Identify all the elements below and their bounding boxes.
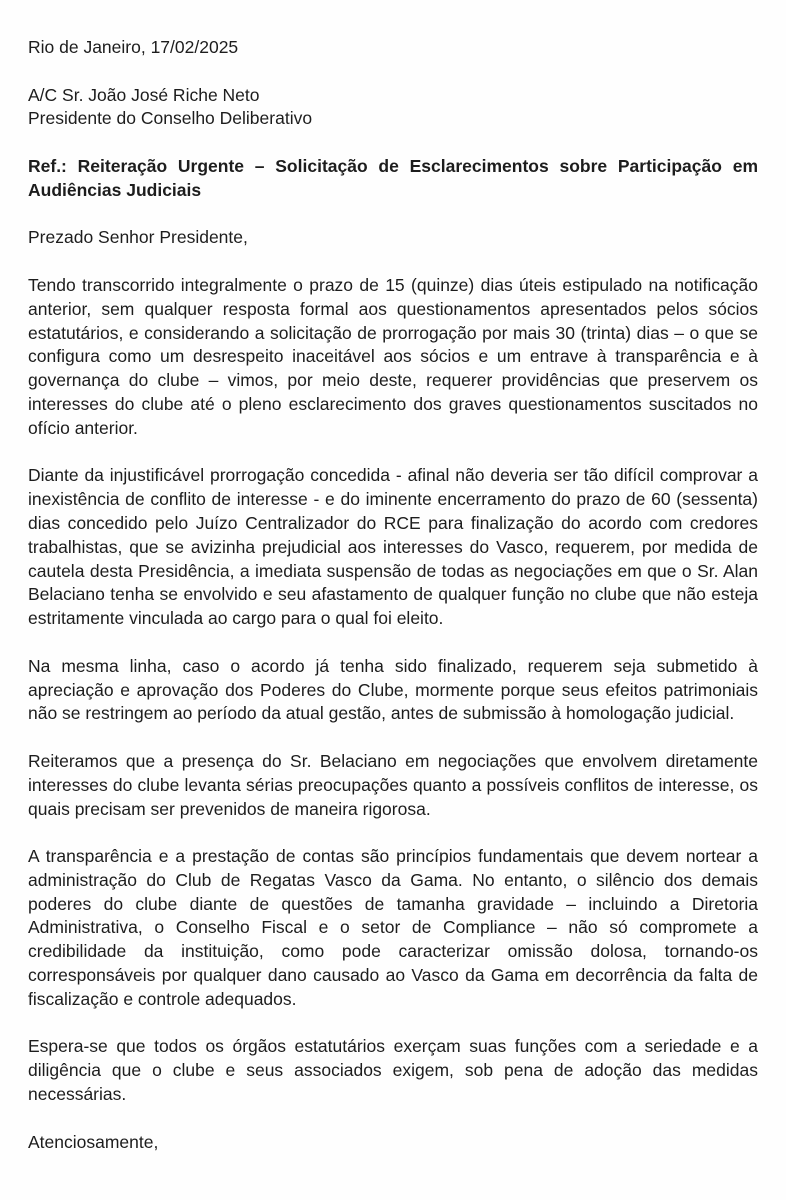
recipient-name: A/C Sr. João José Riche Neto bbox=[28, 84, 260, 105]
body-paragraph: Diante da injustificável prorrogação concedida - afinal não deveria ser tão difícil comprovar a inexistência de conflito de interesse - e do iminente encerramento do prazo de 60 (sessenta) dias concedido pelo Juízo Centralizador do RCE para finalização do acordo com credores trabalhistas, que se avizinha prejudicial aos interesses do Vasco, requerem, por medida de cautela desta Presidência, a imediata suspensão de todas as negociações em que o Sr. Alan Belaciano tenha se envolvido e seu afastamento de qualquer função no clube que não esteja estritamente vinculada ao cargo para o qual foi eleito. bbox=[28, 465, 758, 629]
subject-line: Ref.: Reiteração Urgente – Solicitação de Esclarecimentos sobre Participação em Audiências Judiciais bbox=[28, 155, 758, 200]
recipient-block bbox=[28, 84, 758, 132]
date-line: Rio de Janeiro, 17/02/2025 bbox=[28, 37, 239, 57]
body-paragraph: Espera-se que todos os órgãos estatutários exerçam suas funções com a seriedade e a diligência que o clube e seus associados exigem, sob pena de adoção das medidas necessárias. bbox=[28, 1036, 758, 1105]
body-paragraph: Na mesma linha, caso o acordo já tenha sido finalizado, requerem seja submetido à apreciação e aprovação dos Poderes do Clube, mormente porque seus efeitos patrimoniais não se restringem ao período da atual gestão, antes de submissão à homologação judicial. bbox=[28, 655, 758, 724]
salutation: Prezado Senhor Presidente, bbox=[28, 227, 248, 248]
closing: Atenciosamente, bbox=[28, 1131, 159, 1152]
body-paragraph: Tendo transcorrido integralmente o prazo de 15 (quinze) dias úteis estipulado na notificação anterior, sem qualquer resposta formal aos questionamentos apresentados pelos sócios estatutários, e considerando a solicitação de prorrogação por mais 30 (trinta) dias – o que se configura como um desrespeito inaceitável aos sócios e um entrave à transparência e à governança do clube – vimos, por meio deste, requerer providências que preservem os interesses do clube até o pleno esclarecimento dos graves questionamentos suscitados no ofício anterior. bbox=[28, 274, 758, 438]
body-paragraph: A transparência e a prestação de contas são princípios fundamentais que devem nortear a administração do Club de Regatas Vasco da Gama. No entanto, o silêncio dos demais poderes do clube diante de questões de tamanha gravidade – incluindo a Diretoria Administrativa, o Conselho Fiscal e o setor de Compliance – não só compromete a credibilidade da instituição, como pode caracterizar omissão dolosa, tornando-os corresponsáveis por qualquer dano causado ao Vasco da Gama em decorrência da falta de fiscalização e controle adequados. bbox=[28, 846, 758, 1009]
body-paragraph: Reiteramos que a presença do Sr. Belaciano em negociações que envolvem diretamente interesses do clube levanta sérias preocupações quanto a possíveis conflitos de interesse, os quais precisam ser prevenidos de maneira rigorosa. bbox=[28, 750, 758, 819]
recipient-title: Presidente do Conselho Deliberativo bbox=[28, 108, 313, 129]
